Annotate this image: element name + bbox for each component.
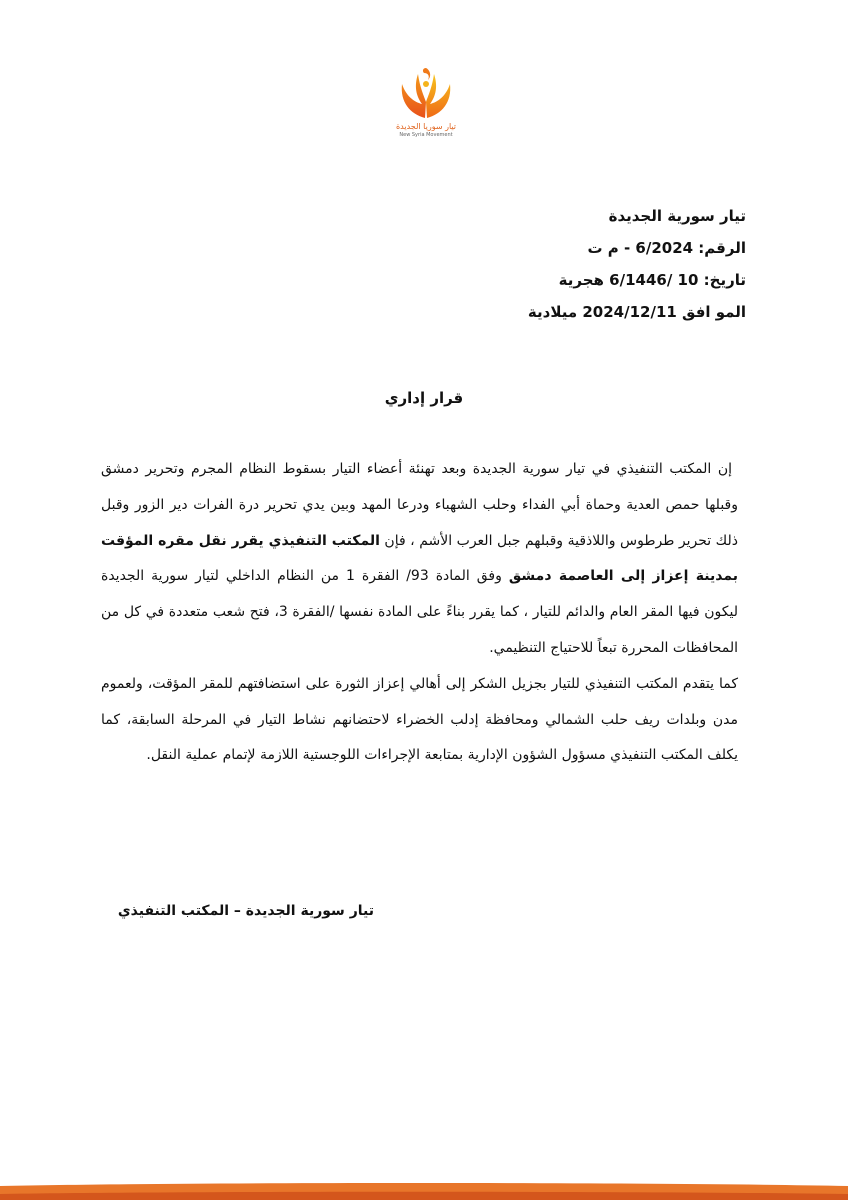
body-paragraph-1 [101, 452, 738, 667]
logo-english-name: New Syria Movement [399, 132, 453, 138]
body-p1-intro: إن المكتب التنفيذي في تيار سورية الجديدة وبعد تهنئة أعضاء التيار بسقوط النظام المجرم وتحرير دمشق وقبلها حمص العدية وحماة أبي الفداء وحلب الشهباء ودرعا المهد وبين يدي تحرير درة الفرات دير الزور وقبل ذلك تحرير طرطوس واللاذقية وقبلهم جبل العرب الأشم ، فإن [101, 461, 738, 549]
signature: تيار سورية الجديدة – المكتب التنفيذي [117, 903, 374, 919]
logo [388, 62, 464, 142]
body-p1-rest: وفق المادة 93/ الفقرة 1 من النظام الداخلي لتيار سورية الجديدة ليكون فيها المقر العام والدائم للتيار ، كما يقرر بناءً على المادة نفسها /الفقرة 3، فتح شعب متعددة في كل من المحافظات المحررة تبعاً للاحتياج التنظيمي. [101, 568, 738, 656]
footer-band [0, 1164, 848, 1200]
phoenix-logo-icon [398, 62, 454, 122]
body-p1-decision: المكتب التنفيذي يقرر نقل مقره المؤقت بمدينة إعزاز إلى العاصمة دمشق [101, 532, 738, 585]
document-header [346, 200, 746, 328]
logo-arabic-name: تيار سوريا الجديدة [395, 122, 457, 131]
document-body [101, 452, 738, 774]
gregorian-date: المو افق 2024/12/11 ميلادية [527, 303, 746, 321]
reference-number: الرقم: 6/2024 - م ت [587, 239, 746, 257]
document-title: قرار إداري [384, 389, 464, 407]
hijri-date: تاريخ: 10 /6/1446 هجرية [558, 271, 746, 289]
organization-name: تيار سورية الجديدة [608, 207, 746, 225]
body-paragraph-2: كما يتقدم المكتب التنفيذي للتيار بجزيل الشكر إلى أهالي إعزاز الثورة على استضافتهم للمقر المؤقت، ولعموم مدن وبلدات ريف حلب الشمالي ومحافظة إدلب الخضراء لاحتضانهم نشاط التيار في المرحلة السابقة، كما يكلف المكتب التنفيذي مسؤول الشؤون الإدارية بمتابعة الإجراءات اللوجستية اللازمة لإتمام عملية النقل. [101, 675, 738, 764]
